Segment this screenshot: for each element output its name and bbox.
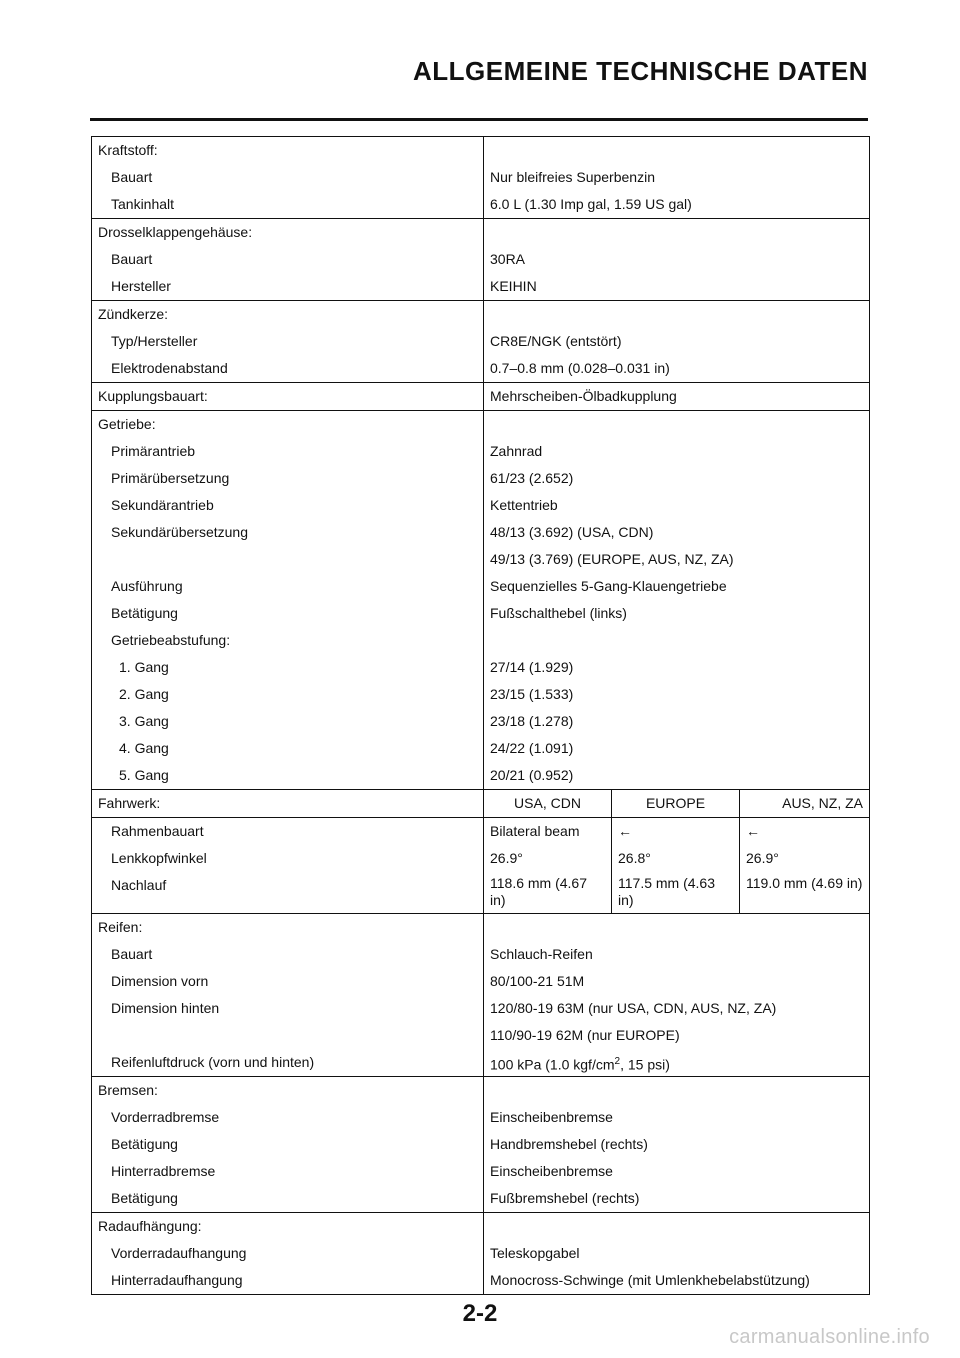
table-row bbox=[92, 1049, 870, 1077]
spec-label: Hinterradbremse bbox=[92, 1158, 484, 1185]
spec-label: Hersteller bbox=[92, 273, 484, 301]
title-divider bbox=[90, 118, 868, 121]
table-row bbox=[92, 465, 870, 492]
table-row bbox=[92, 872, 870, 914]
spec-value: KEIHIN bbox=[484, 273, 870, 301]
table-row bbox=[92, 438, 870, 465]
pressure-unit-superscript: 2 bbox=[614, 1056, 621, 1067]
spec-label: Dimension vorn bbox=[92, 968, 484, 995]
spec-value: 117.5 mm (4.63 in) bbox=[612, 872, 740, 914]
table-row bbox=[92, 411, 870, 439]
spec-value: 26.8° bbox=[612, 845, 740, 872]
spec-value: Monocross-Schwinge (mit Umlenkhebelabstützung) bbox=[484, 1267, 870, 1295]
spec-label: Hinterradaufhangung bbox=[92, 1267, 484, 1295]
table-row bbox=[92, 1158, 870, 1185]
spec-value: Einscheibenbremse bbox=[484, 1158, 870, 1185]
gear-ratio: 23/15 (1.533) bbox=[484, 681, 870, 708]
section-heading: Kupplungsbauart: bbox=[92, 383, 484, 411]
spec-label: Getriebeabstufung: bbox=[92, 627, 484, 654]
table-row bbox=[92, 654, 870, 681]
spec-label: Sekundärübersetzung bbox=[92, 519, 484, 546]
gear-label: 2. Gang bbox=[92, 681, 484, 708]
spec-value: 80/100-21 51M bbox=[484, 968, 870, 995]
spec-value: Mehrscheiben-Ölbadkupplung bbox=[484, 383, 870, 411]
spec-value: 118.6 mm (4.67 in) bbox=[484, 872, 612, 914]
table-row bbox=[92, 1240, 870, 1267]
spec-label: Typ/Hersteller bbox=[92, 328, 484, 355]
gear-label: 4. Gang bbox=[92, 735, 484, 762]
table-row bbox=[92, 1267, 870, 1295]
spec-label: Vorderradaufhangung bbox=[92, 1240, 484, 1267]
table-row bbox=[92, 1131, 870, 1158]
spec-value: CR8E/NGK (entstört) bbox=[484, 328, 870, 355]
spec-label: Rahmenbauart bbox=[92, 818, 484, 846]
table-row bbox=[92, 600, 870, 627]
spec-value: 49/13 (3.769) (EUROPE, AUS, NZ, ZA) bbox=[484, 546, 870, 573]
section-heading: Fahrwerk: bbox=[92, 790, 484, 818]
spec-label: Sekundärantrieb bbox=[92, 492, 484, 519]
table-row bbox=[92, 191, 870, 219]
spec-value: 0.7–0.8 mm (0.028–0.031 in) bbox=[484, 355, 870, 383]
section-heading: Zündkerze: bbox=[92, 301, 484, 329]
table-row bbox=[92, 1077, 870, 1105]
gear-ratio: 27/14 (1.929) bbox=[484, 654, 870, 681]
spec-label: Betätigung bbox=[92, 1131, 484, 1158]
spec-label: Betätigung bbox=[92, 600, 484, 627]
table-row bbox=[92, 273, 870, 301]
spec-label: Elektrodenabstand bbox=[92, 355, 484, 383]
spec-value: Einscheibenbremse bbox=[484, 1104, 870, 1131]
table-row bbox=[92, 1185, 870, 1213]
table-row bbox=[92, 995, 870, 1022]
spec-label: Reifenluftdruck (vorn und hinten) bbox=[92, 1049, 484, 1077]
spec-value: 61/23 (2.652) bbox=[484, 465, 870, 492]
table-row bbox=[92, 355, 870, 383]
pressure-value-part: , 15 psi) bbox=[620, 1056, 670, 1073]
spec-label: Bauart bbox=[92, 941, 484, 968]
table-row bbox=[92, 762, 870, 790]
region-header: USA, CDN bbox=[484, 790, 612, 818]
spec-value: 48/13 (3.692) (USA, CDN) bbox=[484, 519, 870, 546]
section-heading: Drosselklappengehäuse: bbox=[92, 219, 484, 247]
gear-ratio: 24/22 (1.091) bbox=[484, 735, 870, 762]
same-as-left-arrow: ← bbox=[612, 818, 740, 846]
table-row bbox=[92, 573, 870, 600]
spec-label: Bauart bbox=[92, 246, 484, 273]
tire-pressure-value bbox=[484, 1049, 870, 1077]
spec-value: Schlauch-Reifen bbox=[484, 941, 870, 968]
spec-value: Handbremshebel (rechts) bbox=[484, 1131, 870, 1158]
spec-value: 110/90-19 62M (nur EUROPE) bbox=[484, 1022, 870, 1049]
spec-value: 119.0 mm (4.69 in) bbox=[740, 872, 870, 914]
spec-value: Fußbremshebel (rechts) bbox=[484, 1185, 870, 1213]
table-row bbox=[92, 1213, 870, 1241]
table-row bbox=[92, 627, 870, 654]
spec-label: Dimension hinten bbox=[92, 995, 484, 1022]
section-heading: Radaufhängung: bbox=[92, 1213, 484, 1241]
table-row bbox=[92, 164, 870, 191]
watermark: carmanualsonline.info bbox=[729, 1326, 930, 1348]
spec-value: 30RA bbox=[484, 246, 870, 273]
page-number: 2-2 bbox=[462, 1300, 498, 1327]
spec-value: Zahnrad bbox=[484, 438, 870, 465]
spec-value: Teleskopgabel bbox=[484, 1240, 870, 1267]
spec-label: Nachlauf bbox=[92, 872, 484, 914]
spec-label: Primärantrieb bbox=[92, 438, 484, 465]
table-row bbox=[92, 492, 870, 519]
table-row bbox=[92, 845, 870, 872]
section-heading: Getriebe: bbox=[92, 411, 484, 439]
table-row bbox=[92, 681, 870, 708]
table-row bbox=[92, 1104, 870, 1131]
table-row bbox=[92, 137, 870, 165]
page-title: ALLGEMEINE TECHNISCHE DATEN bbox=[412, 56, 868, 86]
table-row bbox=[92, 519, 870, 546]
table-row bbox=[92, 708, 870, 735]
section-heading: Bremsen: bbox=[92, 1077, 484, 1105]
table-row bbox=[92, 790, 870, 818]
spec-label: Tankinhalt bbox=[92, 191, 484, 219]
table-row bbox=[92, 219, 870, 247]
table-row bbox=[92, 328, 870, 355]
region-header: AUS, NZ, ZA bbox=[740, 790, 870, 818]
section-heading: Kraftstoff: bbox=[92, 137, 484, 165]
section-heading: Reifen: bbox=[92, 914, 484, 942]
pressure-value-part: 100 kPa (1.0 kgf/cm bbox=[490, 1056, 615, 1073]
spec-value: Kettentrieb bbox=[484, 492, 870, 519]
spec-value: 26.9° bbox=[740, 845, 870, 872]
spec-label: Vorderradbremse bbox=[92, 1104, 484, 1131]
spec-value: 120/80-19 63M (nur USA, CDN, AUS, NZ, ZA) bbox=[484, 995, 870, 1022]
spec-label: Betätigung bbox=[92, 1185, 484, 1213]
table-row bbox=[92, 914, 870, 942]
spec-value: 6.0 L (1.30 Imp gal, 1.59 US gal) bbox=[484, 191, 870, 219]
table-row bbox=[92, 968, 870, 995]
table-row bbox=[92, 301, 870, 329]
spec-label: Bauart bbox=[92, 164, 484, 191]
table-row bbox=[92, 818, 870, 846]
spec-label: Primärübersetzung bbox=[92, 465, 484, 492]
spec-label: Ausführung bbox=[92, 573, 484, 600]
table-row bbox=[92, 246, 870, 273]
spec-value: 26.9° bbox=[484, 845, 612, 872]
table-row bbox=[92, 1022, 870, 1049]
gear-ratio: 20/21 (0.952) bbox=[484, 762, 870, 790]
gear-label: 1. Gang bbox=[92, 654, 484, 681]
spec-table bbox=[91, 136, 870, 1295]
spec-value: Sequenzielles 5-Gang-Klauengetriebe bbox=[484, 573, 870, 600]
gear-ratio: 23/18 (1.278) bbox=[484, 708, 870, 735]
gear-label: 3. Gang bbox=[92, 708, 484, 735]
spec-value: Nur bleifreies Superbenzin bbox=[484, 164, 870, 191]
spec-value: Fußschalthebel (links) bbox=[484, 600, 870, 627]
table-row bbox=[92, 383, 870, 411]
spec-label: Lenkkopfwinkel bbox=[92, 845, 484, 872]
table-row bbox=[92, 735, 870, 762]
gear-label: 5. Gang bbox=[92, 762, 484, 790]
table-row bbox=[92, 546, 870, 573]
region-header: EUROPE bbox=[612, 790, 740, 818]
spec-value: Bilateral beam bbox=[484, 818, 612, 846]
table-row bbox=[92, 941, 870, 968]
same-as-left-arrow: ← bbox=[740, 818, 870, 846]
